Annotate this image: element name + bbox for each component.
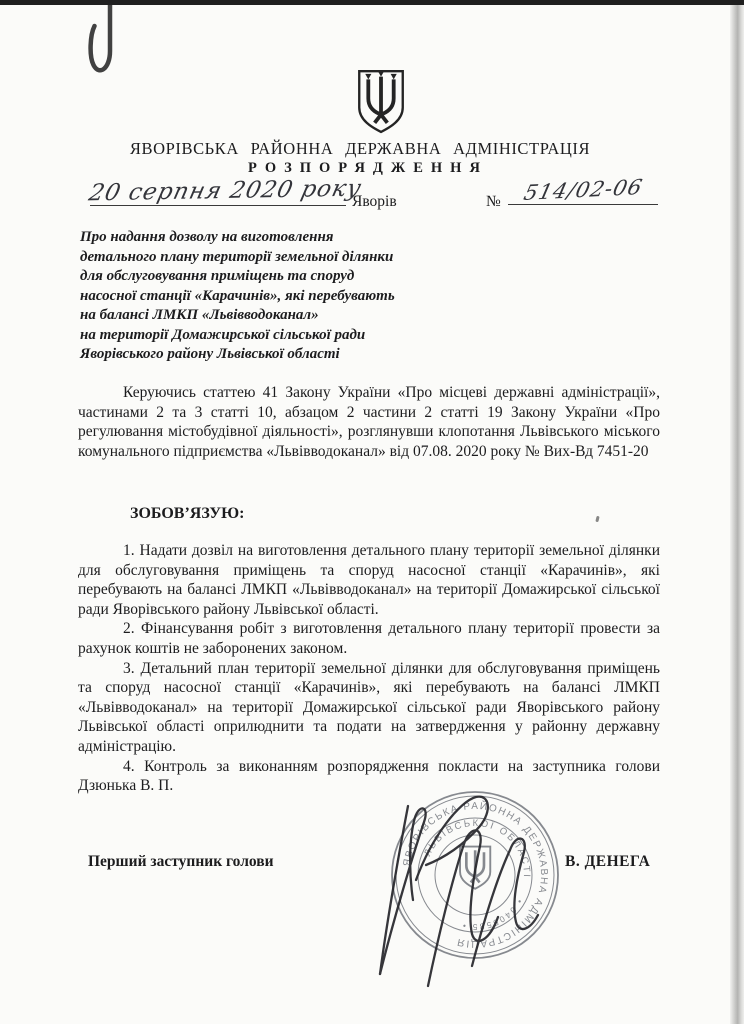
handwritten-date: 20 серпня 2020 року bbox=[86, 175, 365, 207]
subject-block bbox=[80, 228, 520, 365]
scan-speck bbox=[595, 516, 599, 523]
resolution-item: 1. Надати дозвіл на виготовлення детального плану території земельної ділянки для обслуговування приміщень та споруд насосної станції «Карачинів», які перебувають на балансі ЛМКП «Львівводоканал» на території Домажирської сільської ради Яворівського району Львівської області. bbox=[78, 542, 660, 618]
subject-line: Яворівського району Львівської області bbox=[80, 346, 340, 362]
organization-name: ЯВОРІВСЬКА РАЙОННА ДЕРЖАВНА АДМІНІСТРАЦІЯ bbox=[129, 139, 591, 158]
seal-code: • 0405585 • bbox=[459, 897, 525, 933]
resolution-item: 4. Контроль за виконанням розпорядження покласти на заступника голови Дзюнька В. П. bbox=[78, 757, 660, 795]
seal-outer-text: ЯВОРІВСЬКА РАЙОННА ДЕРЖАВНА АДМІНІСТРАЦІЯ bbox=[401, 800, 550, 950]
subject-line: на балансі ЛМКП «Львівводоканал» bbox=[80, 307, 319, 323]
scan-edge-right-shadow bbox=[730, 5, 744, 1024]
dateline bbox=[86, 174, 660, 226]
resolution-items bbox=[78, 541, 660, 796]
ukraine-trident-emblem-icon bbox=[352, 64, 410, 140]
document-type-title: РОЗПОРЯДЖЕННЯ bbox=[248, 160, 488, 176]
signer-position: Перший заступник голови bbox=[88, 853, 274, 870]
place-label: Яворів bbox=[352, 193, 397, 210]
subject-line: на території Домажирської сільської ради bbox=[80, 326, 366, 343]
handwritten-number: 514/02-06 bbox=[521, 174, 645, 206]
preamble-paragraph: Керуючись статтею 41 Закону України «Про місцеві державні адміністрації», частинами 2 та 3 статті 10, абзацом 2 частини 2 статті 19 Закону України «Про регулювання містобудівної діяльності», розглянувши клопотання Львівського міського комунального підприємства «Львівводоканал» від 07.08. 2020 року № Вих-Вд 7451-20 bbox=[78, 384, 660, 460]
handwritten-number-field bbox=[508, 174, 658, 206]
resolution-item: 3. Детальний план території земельної ділянки для обслуговування приміщень та споруд насосної станції «Карачинів», які перебувають на балансі ЛМКП «Львівводоканал» на території Домажирської сільської ради Яворівського району Львівської області оприлюднити та подати на затвердження у районну державну адміністрацію. bbox=[78, 659, 660, 755]
handwritten-signature bbox=[360, 788, 570, 1000]
subject-line: для обслуговування приміщень та споруд bbox=[80, 268, 355, 284]
paperclip-icon bbox=[84, 5, 124, 87]
signer-name: В. ДЕНЕГА bbox=[565, 853, 651, 870]
number-sign: № bbox=[486, 193, 501, 210]
subject-line: Про надання дозволу на виготовлення bbox=[80, 229, 334, 245]
resolution-item: 2. Фінансування робіт з виготовлення детального плану території провести за рахунок коштів не заборонених законом. bbox=[78, 620, 660, 657]
subject-line: насосної станції «Карачинів», які перебувають bbox=[80, 287, 395, 304]
subject-line: детального плану території земельної ділянки bbox=[80, 248, 394, 265]
seal-inner-text: ЛЬВІВСЬКОЇ ОБЛАСТІ bbox=[422, 817, 533, 880]
handwritten-date-field bbox=[86, 175, 365, 207]
resolution-word: ЗОБОВ’ЯЗУЮ: bbox=[130, 505, 245, 522]
